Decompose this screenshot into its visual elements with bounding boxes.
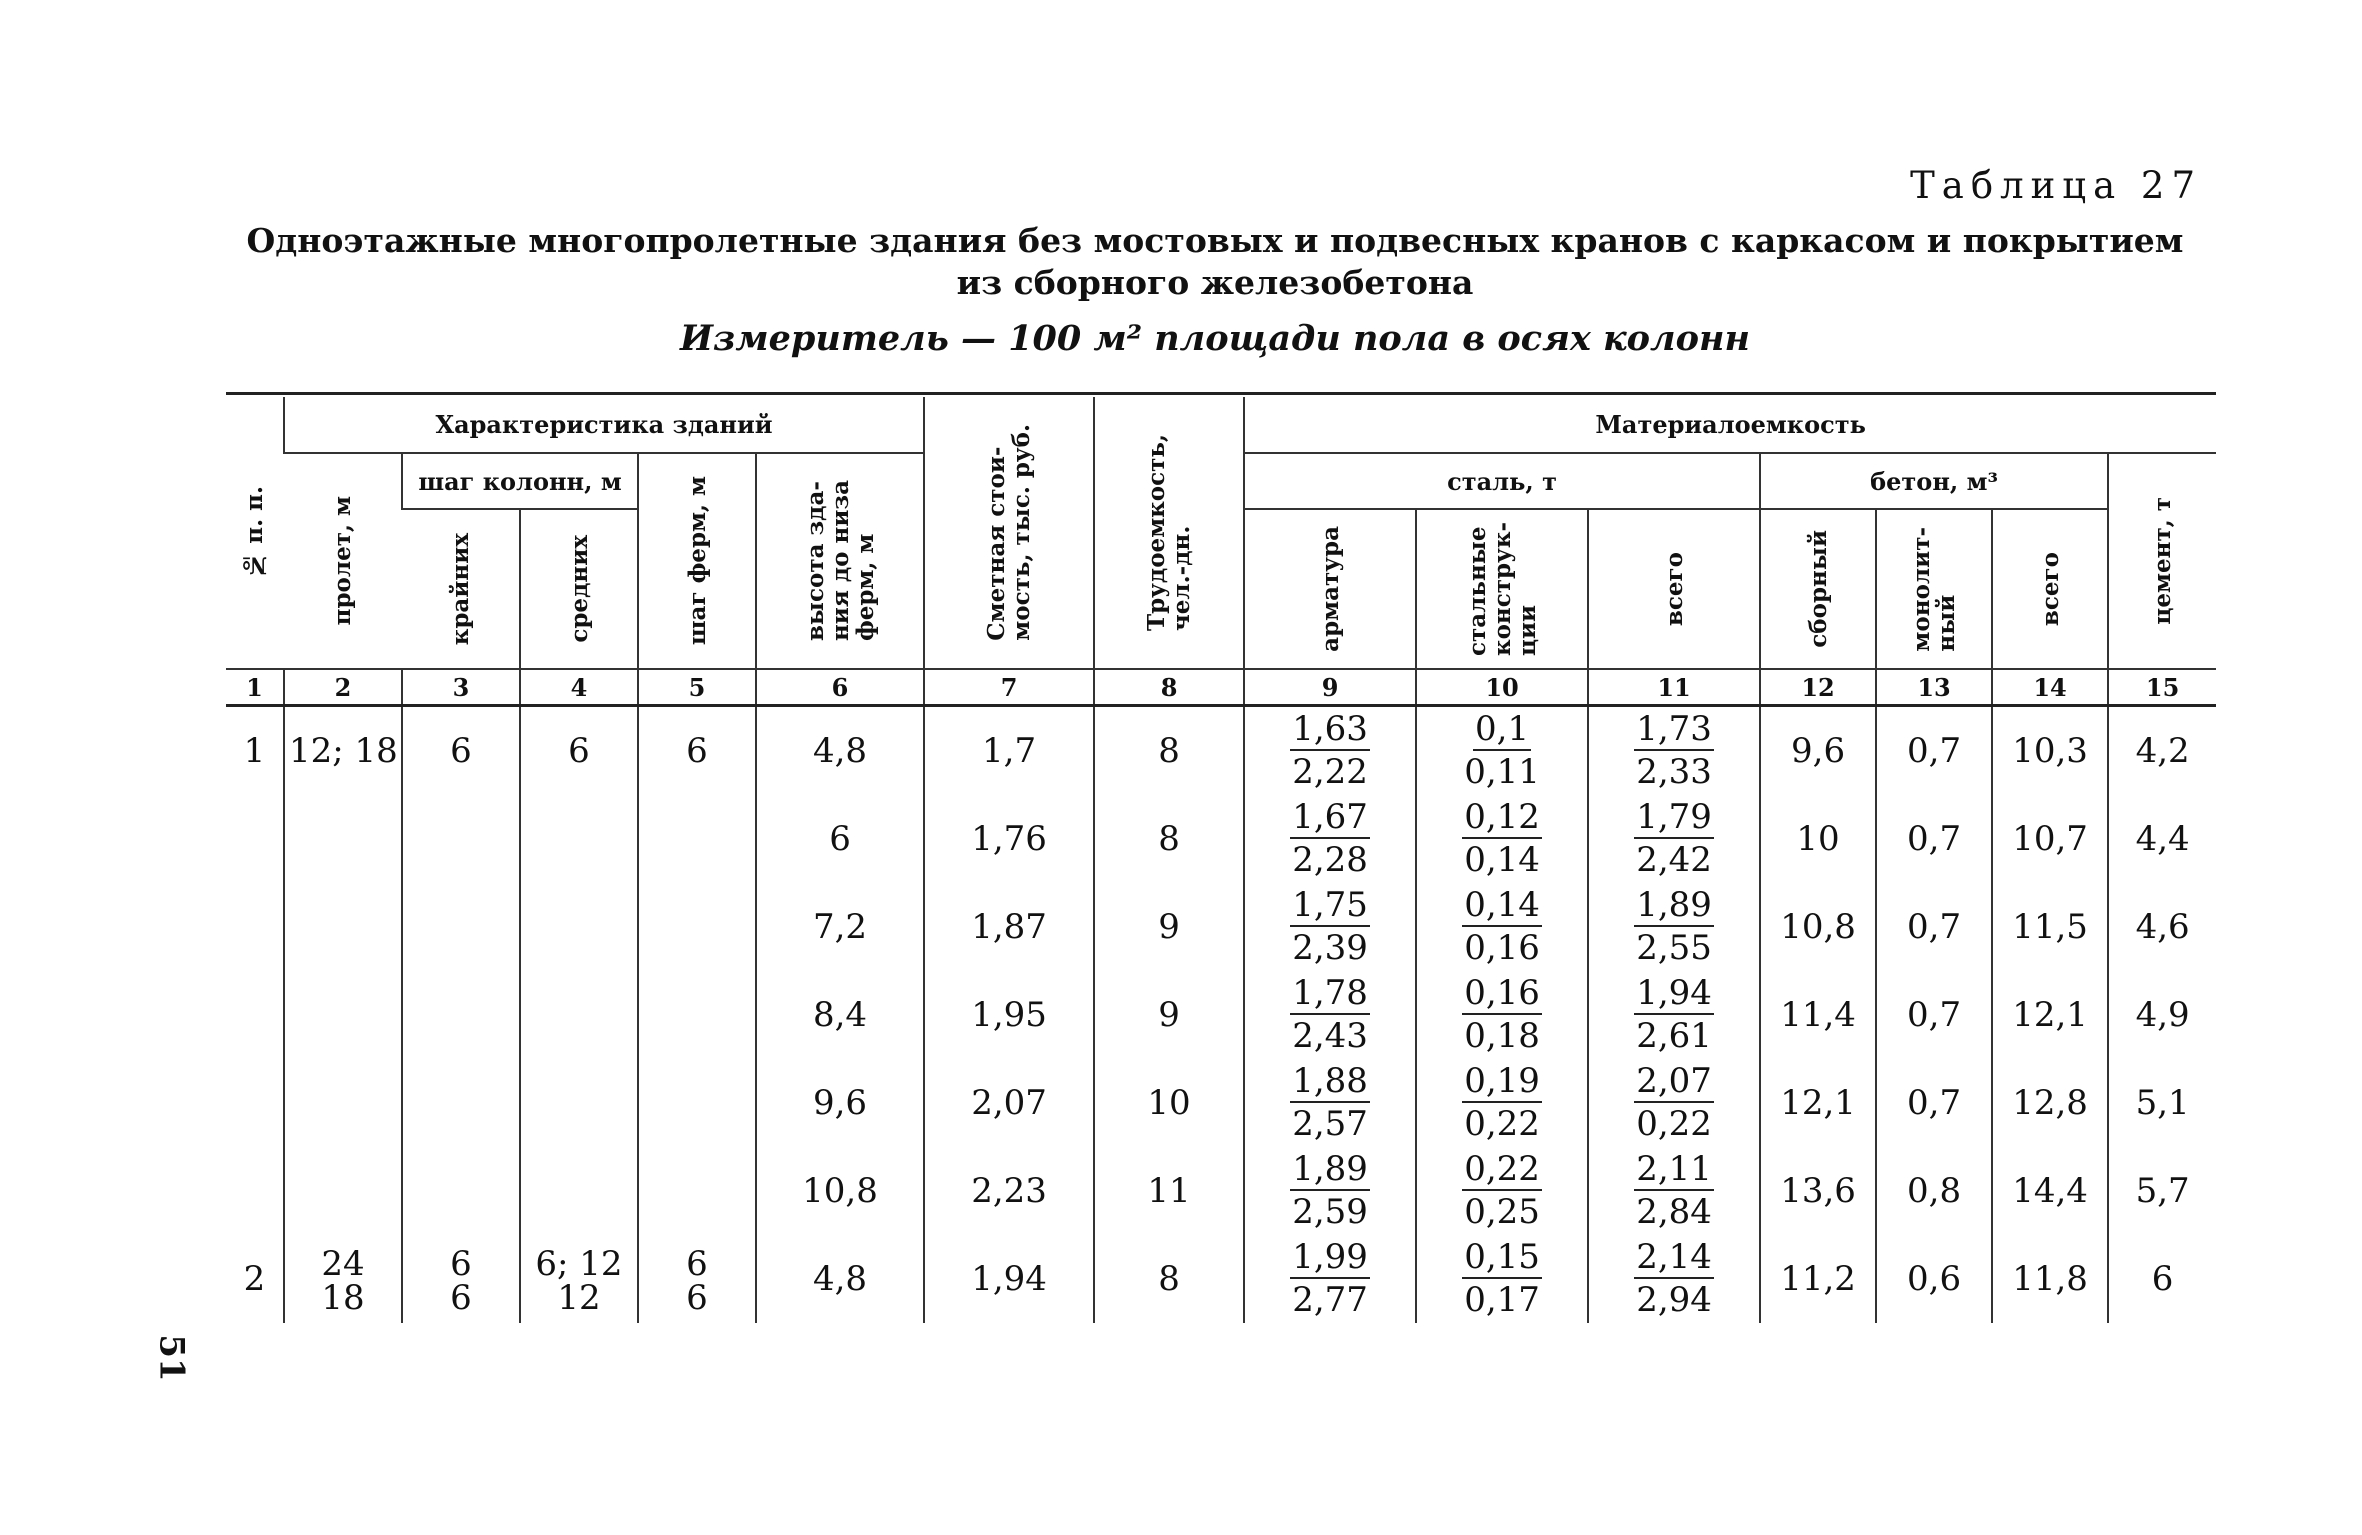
cell-outer	[402, 1147, 520, 1235]
cell-steel-total-fraction	[1634, 885, 1714, 969]
cell-cost: 1,87	[924, 883, 1094, 971]
cell-rebar	[1244, 883, 1416, 971]
table-row	[226, 706, 2216, 796]
cell-rebar-denominator: 2,57	[1292, 1104, 1368, 1144]
cell-rebar-fraction	[1290, 885, 1370, 969]
cell-height: 4,8	[756, 1235, 924, 1323]
cell-cost: 1,95	[924, 971, 1094, 1059]
table-row	[226, 883, 2216, 971]
cell-truss	[638, 883, 756, 971]
cell-steel-total-numerator: 2,07	[1636, 1061, 1712, 1101]
cell-num	[226, 1059, 284, 1147]
cell-rebar-fraction	[1290, 709, 1370, 793]
cell-steel-total	[1588, 971, 1760, 1059]
cell-precast: 10,8	[1760, 883, 1876, 971]
cell-steel-struct-numerator: 0,16	[1464, 973, 1540, 1013]
table-row	[226, 795, 2216, 883]
table-subtitle: Измеритель — 100 м² площади пола в осях колонн	[679, 318, 1751, 359]
cell-monolithic: 0,7	[1876, 971, 1992, 1059]
cell-middle	[520, 971, 638, 1059]
table-title: Одноэтажные многопролетные здания без мостовых и подвесных кранов с каркасом и покрытием из сборного железобетона	[246, 221, 2184, 302]
cell-labor: 8	[1094, 1235, 1244, 1323]
cell-concrete-total: 12,8	[1992, 1059, 2108, 1147]
cell-outer	[402, 971, 520, 1059]
cell-rebar-numerator: 1,75	[1292, 885, 1368, 925]
header-truss-step: шаг ферм, м	[638, 453, 756, 669]
cell-labor: 8	[1094, 795, 1244, 883]
cell-labor: 9	[1094, 971, 1244, 1059]
column-number: 14	[1992, 669, 2108, 706]
column-number: 12	[1760, 669, 1876, 706]
cell-steel-struct-fraction	[1462, 1149, 1542, 1233]
cell-rebar-fraction	[1290, 1061, 1370, 1145]
cell-monolithic: 0,7	[1876, 1059, 1992, 1147]
cell-steel-struct	[1416, 971, 1588, 1059]
cell-monolithic: 0,7	[1876, 883, 1992, 971]
cell-steel-total-numerator: 2,11	[1636, 1149, 1712, 1189]
column-number: 15	[2108, 669, 2216, 706]
cell-span	[284, 1235, 402, 1323]
cell-steel-total	[1588, 1235, 1760, 1323]
cell-steel-total-denominator: 2,33	[1636, 752, 1712, 792]
cell-precast: 13,6	[1760, 1147, 1876, 1235]
cell-span	[284, 795, 402, 883]
cell-steel-struct-denominator: 0,11	[1464, 752, 1540, 792]
cell-steel-struct-fraction	[1462, 973, 1542, 1057]
cell-steel-total-numerator: 1,79	[1636, 797, 1712, 837]
cell-rebar-numerator: 1,99	[1292, 1237, 1368, 1277]
cell-span	[284, 1059, 402, 1147]
cell-rebar	[1244, 1147, 1416, 1235]
column-number: 10	[1416, 669, 1588, 706]
cell-steel-total-fraction	[1634, 1061, 1714, 1145]
cell-cost: 2,23	[924, 1147, 1094, 1235]
cell-steel-total-fraction	[1634, 1149, 1714, 1233]
cell-height: 6	[756, 795, 924, 883]
cell-steel-total-numerator: 2,14	[1636, 1237, 1712, 1277]
cell-middle: 6	[520, 706, 638, 796]
column-number: 1	[226, 669, 284, 706]
cell-steel-total	[1588, 795, 1760, 883]
cell-steel-struct-denominator: 0,18	[1464, 1016, 1540, 1056]
cell-num: 2	[243, 1259, 266, 1299]
column-number: 7	[924, 669, 1094, 706]
cell-outer-stack	[450, 1243, 472, 1318]
cell-middle-line: 6; 12	[535, 1243, 623, 1284]
cell-rebar-numerator: 1,78	[1292, 973, 1368, 1013]
cell-rebar-numerator: 1,67	[1292, 797, 1368, 837]
cell-num	[226, 795, 284, 883]
cell-steel-total-fraction	[1634, 973, 1714, 1057]
column-number: 6	[756, 669, 924, 706]
cell-num	[226, 883, 284, 971]
cell-steel-total	[1588, 1147, 1760, 1235]
header-material: Материалоемкость	[1244, 397, 2216, 453]
cell-cement: 4,6	[2108, 883, 2216, 971]
cell-steel-struct	[1416, 1059, 1588, 1147]
cell-truss	[638, 1059, 756, 1147]
cell-truss	[638, 1235, 756, 1323]
cell-num	[226, 971, 284, 1059]
cell-steel-total-denominator: 2,94	[1636, 1280, 1712, 1320]
table-row	[226, 1059, 2216, 1147]
header-cost: Сметная стои- мость, тыс. руб.	[924, 397, 1094, 669]
cell-labor: 8	[1094, 706, 1244, 796]
cell-rebar-fraction	[1290, 1237, 1370, 1321]
cell-steel-struct	[1416, 883, 1588, 971]
cell-middle-stack	[535, 1243, 623, 1318]
cell-middle-line: 12	[557, 1277, 601, 1318]
cell-steel-struct	[1416, 706, 1588, 796]
cell-steel-total-denominator: 2,55	[1636, 928, 1712, 968]
cell-outer	[402, 1059, 520, 1147]
cell-monolithic: 0,7	[1876, 795, 1992, 883]
cell-rebar-denominator: 2,59	[1292, 1192, 1368, 1232]
cell-height: 9,6	[756, 1059, 924, 1147]
cell-cost: 1,7	[924, 706, 1094, 796]
cell-truss-line: 6	[686, 1243, 708, 1284]
cell-rebar	[1244, 795, 1416, 883]
cell-steel-total-fraction	[1634, 797, 1714, 881]
cell-concrete-total: 10,3	[1992, 706, 2108, 796]
header-monolithic: монолит- ный	[1876, 509, 1992, 669]
cell-outer-line: 6	[450, 1243, 472, 1284]
cell-steel-total-fraction	[1634, 1237, 1714, 1321]
table-body	[226, 706, 2216, 1324]
cell-steel-total-fraction	[1634, 709, 1714, 793]
cell-cement: 6	[2108, 1235, 2216, 1323]
cell-rebar-numerator: 1,89	[1292, 1149, 1368, 1189]
cell-rebar-denominator: 2,39	[1292, 928, 1368, 968]
cell-span-line: 24	[321, 1243, 365, 1284]
cell-steel-struct-fraction	[1462, 885, 1542, 969]
cell-labor: 9	[1094, 883, 1244, 971]
cell-monolithic: 0,6	[1876, 1235, 1992, 1323]
cell-concrete-total: 14,4	[1992, 1147, 2108, 1235]
cell-middle	[520, 1235, 638, 1323]
cell-precast: 10	[1760, 795, 1876, 883]
cell-truss	[638, 1147, 756, 1235]
cell-cement: 5,1	[2108, 1059, 2216, 1147]
cell-span	[284, 883, 402, 971]
cell-outer-line: 6	[450, 1277, 472, 1318]
cell-rebar-denominator: 2,22	[1292, 752, 1368, 792]
cell-concrete-total: 12,1	[1992, 971, 2108, 1059]
cell-rebar-fraction	[1290, 797, 1370, 881]
cell-rebar-denominator: 2,77	[1292, 1280, 1368, 1320]
cell-steel-total-numerator: 1,73	[1636, 709, 1712, 749]
cell-outer: 6	[402, 706, 520, 796]
column-number: 2	[284, 669, 402, 706]
cell-outer	[402, 1235, 520, 1323]
cell-steel-struct-numerator: 0,14	[1464, 885, 1540, 925]
column-number: 4	[520, 669, 638, 706]
cell-span-line: 18	[321, 1277, 365, 1318]
cell-truss	[638, 971, 756, 1059]
cell-steel-total-denominator: 2,61	[1636, 1016, 1712, 1056]
cell-steel-struct-fraction	[1462, 1237, 1542, 1321]
header-steel: сталь, т	[1244, 453, 1760, 509]
cell-height: 7,2	[756, 883, 924, 971]
cell-steel-struct-denominator: 0,16	[1464, 928, 1540, 968]
cell-steel-total-denominator: 0,22	[1636, 1104, 1712, 1144]
cell-steel-struct	[1416, 1235, 1588, 1323]
cell-steel-total	[1588, 1059, 1760, 1147]
cell-precast: 12,1	[1760, 1059, 1876, 1147]
header-labor: Трудоемкость, чел.-дн.	[1094, 397, 1244, 669]
cell-concrete-total: 10,7	[1992, 795, 2108, 883]
header-concrete: бетон, м³	[1760, 453, 2108, 509]
cell-height: 8,4	[756, 971, 924, 1059]
header-precast: сборный	[1760, 509, 1876, 669]
column-number: 8	[1094, 669, 1244, 706]
cell-rebar-denominator: 2,43	[1292, 1016, 1368, 1056]
cell-truss-stack	[686, 1243, 708, 1318]
cell-rebar	[1244, 971, 1416, 1059]
cell-steel-struct	[1416, 1147, 1588, 1235]
cell-height: 4,8	[756, 706, 924, 796]
cell-span	[284, 971, 402, 1059]
cell-span-stack	[321, 1243, 365, 1318]
column-number: 11	[1588, 669, 1760, 706]
page-number: 51	[151, 1334, 192, 1382]
cell-precast: 9,6	[1760, 706, 1876, 796]
cell-middle	[520, 795, 638, 883]
cell-truss: 6	[638, 706, 756, 796]
cell-steel-total	[1588, 706, 1760, 796]
cell-steel-struct-fraction	[1462, 797, 1542, 881]
cell-steel-struct-numerator: 0,22	[1464, 1149, 1540, 1189]
cell-steel-struct-numerator: 0,19	[1464, 1061, 1540, 1101]
cell-steel-total-denominator: 2,42	[1636, 840, 1712, 880]
cell-rebar	[1244, 1059, 1416, 1147]
cell-steel-struct-fraction	[1464, 709, 1540, 793]
cell-outer	[402, 795, 520, 883]
cell-middle	[520, 1147, 638, 1235]
header-num: № п. п.	[241, 486, 268, 579]
table-row	[226, 1235, 2216, 1323]
cell-rebar	[1244, 706, 1416, 796]
header-outer: крайних	[447, 532, 474, 646]
cell-rebar	[1244, 1235, 1416, 1323]
header-building-char: Характеристика зданий	[284, 397, 924, 453]
cell-steel-total-numerator: 1,94	[1636, 973, 1712, 1013]
cell-labor: 11	[1094, 1147, 1244, 1235]
table-row	[226, 971, 2216, 1059]
table-number-label: Таблица 27	[1910, 164, 2202, 207]
cell-monolithic: 0,7	[1876, 706, 1992, 796]
cell-middle	[520, 1059, 638, 1147]
cell-steel-total-numerator: 1,89	[1636, 885, 1712, 925]
cell-middle	[520, 883, 638, 971]
cell-height: 10,8	[756, 1147, 924, 1235]
cell-monolithic: 0,8	[1876, 1147, 1992, 1235]
cell-num	[226, 1147, 284, 1235]
cell-rebar-numerator: 1,63	[1292, 709, 1368, 749]
cell-outer	[402, 883, 520, 971]
cell-cement: 4,9	[2108, 971, 2216, 1059]
cell-concrete-total: 11,8	[1992, 1235, 2108, 1323]
cell-labor: 10	[1094, 1059, 1244, 1147]
cell-steel-struct-denominator: 0,17	[1464, 1280, 1540, 1320]
cell-truss-line: 6	[686, 1277, 708, 1318]
header-span: пролет, м	[329, 496, 356, 626]
cell-steel-struct-denominator: 0,22	[1464, 1104, 1540, 1144]
table-row	[226, 1147, 2216, 1235]
cell-steel-total-denominator: 2,84	[1636, 1192, 1712, 1232]
cell-concrete-total: 11,5	[1992, 883, 2108, 971]
column-number: 5	[638, 669, 756, 706]
column-numbers-row	[226, 669, 2216, 706]
header-steel-struct: стальные конструк- ции	[1416, 509, 1588, 669]
cell-cement: 4,4	[2108, 795, 2216, 883]
cell-steel-struct-fraction	[1462, 1061, 1542, 1145]
header-rebar: арматура	[1244, 509, 1416, 669]
top-rule	[226, 392, 2216, 395]
cell-num: 1	[243, 731, 266, 771]
cell-cost: 2,07	[924, 1059, 1094, 1147]
cell-rebar-fraction	[1290, 973, 1370, 1057]
cell-steel-total	[1588, 883, 1760, 971]
cell-rebar-fraction	[1290, 1149, 1370, 1233]
header-concrete-total: всего	[1992, 509, 2108, 669]
cell-span	[284, 1147, 402, 1235]
cell-cost: 1,94	[924, 1235, 1094, 1323]
cell-cost: 1,76	[924, 795, 1094, 883]
column-number: 13	[1876, 669, 1992, 706]
cell-rebar-denominator: 2,28	[1292, 840, 1368, 880]
header-column-step: шаг колонн, м	[402, 453, 638, 509]
header-height: высота зда- ния до низа ферм, м	[756, 453, 924, 669]
cell-truss	[638, 795, 756, 883]
data-table	[226, 397, 2216, 1323]
cell-cement: 5,7	[2108, 1147, 2216, 1235]
cell-precast: 11,2	[1760, 1235, 1876, 1323]
header-steel-total: всего	[1588, 509, 1760, 669]
header-middle: средних	[520, 509, 638, 669]
cell-steel-struct-numerator: 0,15	[1464, 1237, 1540, 1277]
column-number: 9	[1244, 669, 1416, 706]
cell-steel-struct-numerator: 0,12	[1464, 797, 1540, 837]
cell-rebar-numerator: 1,88	[1292, 1061, 1368, 1101]
header-cement: цемент, т	[2108, 453, 2216, 669]
column-number: 3	[402, 669, 520, 706]
cell-steel-struct-numerator: 0,1	[1475, 709, 1530, 749]
cell-steel-struct-denominator: 0,14	[1464, 840, 1540, 880]
cell-cement: 4,2	[2108, 706, 2216, 796]
cell-steel-struct-denominator: 0,25	[1464, 1192, 1540, 1232]
cell-span: 12; 18	[284, 706, 402, 796]
cell-steel-struct	[1416, 795, 1588, 883]
cell-precast: 11,4	[1760, 971, 1876, 1059]
